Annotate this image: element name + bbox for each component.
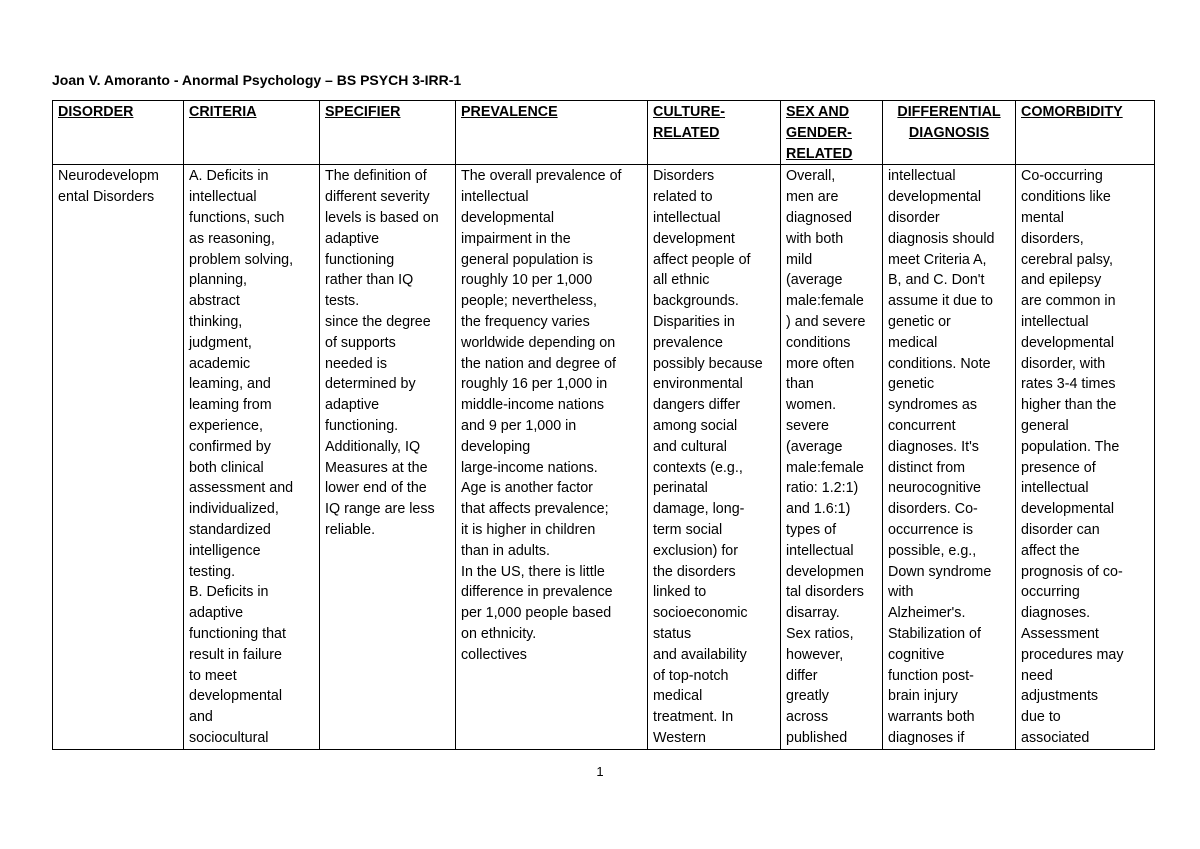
column-header-criteria: CRITERIA <box>184 101 320 165</box>
cell-differential-diagnosis: intellectual developmental disorder diagnosis should meet Criteria A, B, and C. Don't assume it due to genetic or medical conditions. Note genetic syndromes as concurrent diagnoses. It's distinct from neurocognitive disorders. Co- occurrence is possible, e.g., Down syndrome with Alzheimer's. Stabilization of cognitive function post- brain injury warrants both diagnoses if <box>883 165 1016 749</box>
disorder-table <box>52 100 1155 750</box>
document-header: Joan V. Amoranto - Anormal Psychology – BS PSYCH 3-IRR-1 <box>52 72 462 88</box>
cell-prevalence: The overall prevalence of intellectual developmental impairment in the general population is roughly 10 per 1,000 people; nevertheless, the frequency varies worldwide depending on the nation and degree of roughly 16 per 1,000 in middle-income nations and 9 per 1,000 in developing large-income nations. Age is another factor that affects prevalence; it is higher in children than in adults. In the US, there is little difference in prevalence per 1,000 people based on ethnicity. collectives <box>456 165 648 749</box>
cell-culture-related: Disorders related to intellectual development affect people of all ethnic backgrounds. Disparities in prevalence possibly because environmental dangers differ among social and cultural contexts (e.g., perinatal damage, long- term social exclusion) for the disorders linked to socioeconomic status and availability of top-notch medical treatment. In Western <box>648 165 781 749</box>
column-header-differential-diagnosis: DIFFERENTIAL DIAGNOSIS <box>883 101 1016 165</box>
table-header-row <box>53 101 1155 165</box>
table-row <box>53 165 1155 749</box>
cell-disorder: Neurodevelopm ental Disorders <box>53 165 184 749</box>
column-header-sex-gender-related: SEX AND GENDER- RELATED <box>781 101 883 165</box>
column-header-disorder: DISORDER <box>53 101 184 165</box>
column-header-culture-related: CULTURE- RELATED <box>648 101 781 165</box>
column-header-comorbidity: COMORBIDITY <box>1016 101 1155 165</box>
page-number: 1 <box>596 764 604 779</box>
cell-specifier: The definition of different severity levels is based on adaptive functioning rather than IQ tests. since the degree of supports needed is determined by adaptive functioning. Additionally, IQ Measures at the lower end of the IQ range are less reliable. <box>320 165 456 749</box>
cell-comorbidity: Co-occurring conditions like mental disorders, cerebral palsy, and epilepsy are common in intellectual developmental disorder, with rates 3-4 times higher than the general population. The presence of intellectual developmental disorder can affect the prognosis of co- occurring diagnoses. Assessment procedures may need adjustments due to associated <box>1016 165 1155 749</box>
column-header-prevalence: PREVALENCE <box>456 101 648 165</box>
column-header-specifier: SPECIFIER <box>320 101 456 165</box>
cell-criteria: A. Deficits in intellectual functions, such as reasoning, problem solving, planning, abstract thinking, judgment, academic leaming, and leaming from experience, confirmed by both clinical assessment and individualized, standardized intelligence testing. B. Deficits in adaptive functioning that result in failure to meet developmental and sociocultural <box>184 165 320 749</box>
cell-sex-gender-related: Overall, men are diagnosed with both mild (average male:female ) and severe conditions more often than women. severe (average male:female ratio: 1.2:1) and 1.6:1) types of intellectual developmen tal disorders disarray. Sex ratios, however, differ greatly across published <box>781 165 883 749</box>
